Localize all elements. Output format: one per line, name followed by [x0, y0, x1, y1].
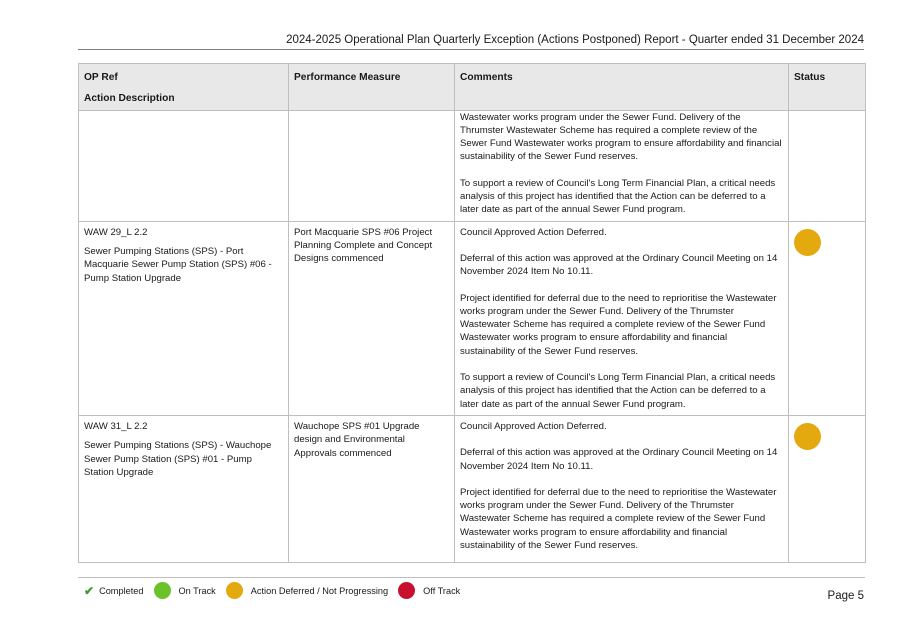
header-action-description-label: Action Description [84, 93, 175, 105]
legend-item-on-track [154, 582, 216, 599]
action-description: Sewer Pumping Stations (SPS) - Wauchope Sewer Pump Station (SPS) #01 - Pump Station Upgrade [84, 440, 272, 478]
legend-label-deferred: Action Deferred / Not Progressing [250, 585, 389, 596]
performance-measure-cell [289, 110, 455, 221]
comment-paragraph: To support a review of Council's Long Term Financial Plan, a critical needs analysis of this project has identified that the Action can be deferred to a later date as part of the annual Sewer Fund program. [460, 177, 776, 216]
header-divider [78, 49, 864, 50]
status-legend [78, 577, 865, 599]
status-deferred-dot-icon [794, 229, 821, 256]
comments-cell [455, 415, 789, 562]
amber-dot-icon [226, 582, 243, 599]
legend-item-deferred [226, 582, 388, 599]
comments-cell [455, 110, 789, 221]
page-number: Page 5 [827, 590, 864, 602]
legend-label-on-track: On Track [178, 585, 216, 596]
column-header-op-ref [79, 64, 289, 111]
op-ref-cell [79, 110, 289, 221]
table-row [79, 221, 866, 415]
comment-paragraph: Council Approved Action Deferred. [460, 226, 607, 238]
red-dot-icon [398, 582, 415, 599]
checkmark-icon: ✔ [84, 583, 95, 598]
legend-item-off-track [398, 582, 460, 599]
exception-report-table [78, 63, 866, 563]
comment-paragraph: To support a review of Council's Long Term Financial Plan, a critical needs analysis of this project has identified that the Action can be deferred to a later date as part of the annual Sewer Fund program. [460, 372, 776, 410]
table-row [79, 415, 866, 562]
comment-paragraph: Project identified for deferral due to the need to reprioritise the Wastewater works program under the Sewer Fund. Delivery of the Thrumster Wastewater Scheme has required a complete review of the Sewer Fund Wastewater works program to ensure affordability and financial sustainability of the Sewer Fund reserves. [460, 486, 777, 552]
status-cell [789, 110, 866, 221]
op-ref-code: WAW 31_L 2.2 [84, 420, 148, 432]
column-header-status: Status [789, 64, 866, 111]
legend-item-completed [78, 584, 144, 598]
op-ref-code: WAW 29_L 2.2 [84, 226, 148, 238]
column-header-performance-measure: Performance Measure [289, 64, 455, 111]
comment-paragraph: Council Approved Action Deferred. [460, 420, 607, 432]
table-row [79, 110, 866, 221]
header-op-ref-label: OP Ref [84, 72, 118, 83]
op-ref-cell [79, 221, 289, 415]
comment-paragraph: Deferral of this action was approved at the Ordinary Council Meeting on 14 November 2024 Item No 10.11. [460, 252, 778, 278]
document-header-title: 2024-2025 Operational Plan Quarterly Exception (Actions Postponed) Report - Quarter ended 31 December 2024 [286, 34, 864, 46]
op-ref-cell [79, 415, 289, 562]
action-description: Sewer Pumping Stations (SPS) - Port Macquarie Sewer Pump Station (SPS) #06 - Pump Station Upgrade [84, 245, 272, 284]
green-dot-icon [154, 582, 171, 599]
performance-measure-cell: Wauchope SPS #01 Upgrade design and Environmental Approvals commenced [289, 415, 455, 562]
status-deferred-dot-icon [794, 423, 821, 450]
performance-measure-cell: Port Macquarie SPS #06 Project Planning Complete and Concept Designs commenced [289, 221, 455, 415]
comments-cell [455, 221, 789, 415]
comment-paragraph: Deferral of this action was approved at the Ordinary Council Meeting on 14 November 2024 Item No 10.11. [460, 447, 778, 472]
comment-paragraph: Wastewater works program under the Sewer Fund. Delivery of the Thrumster Wastewater Scheme has required a complete review of the Sewer Fund Wastewater works program to ensure affordability and financial sustainability of the Sewer Fund reserves. [460, 111, 782, 163]
legend-label-off-track: Off Track [423, 585, 461, 596]
table-header-row [79, 64, 866, 111]
comment-paragraph: Project identified for deferral due to the need to reprioritise the Wastewater works program under the Sewer Fund. Delivery of the Thrumster Wastewater Scheme has required a complete review of the Sewer Fund Wastewater works program to ensure affordability and financial sustainability of the Sewer Fund reserves. [460, 292, 777, 357]
column-header-comments: Comments [455, 64, 789, 111]
legend-label-completed: Completed [99, 585, 144, 596]
status-cell [789, 415, 866, 562]
status-cell [789, 221, 866, 415]
